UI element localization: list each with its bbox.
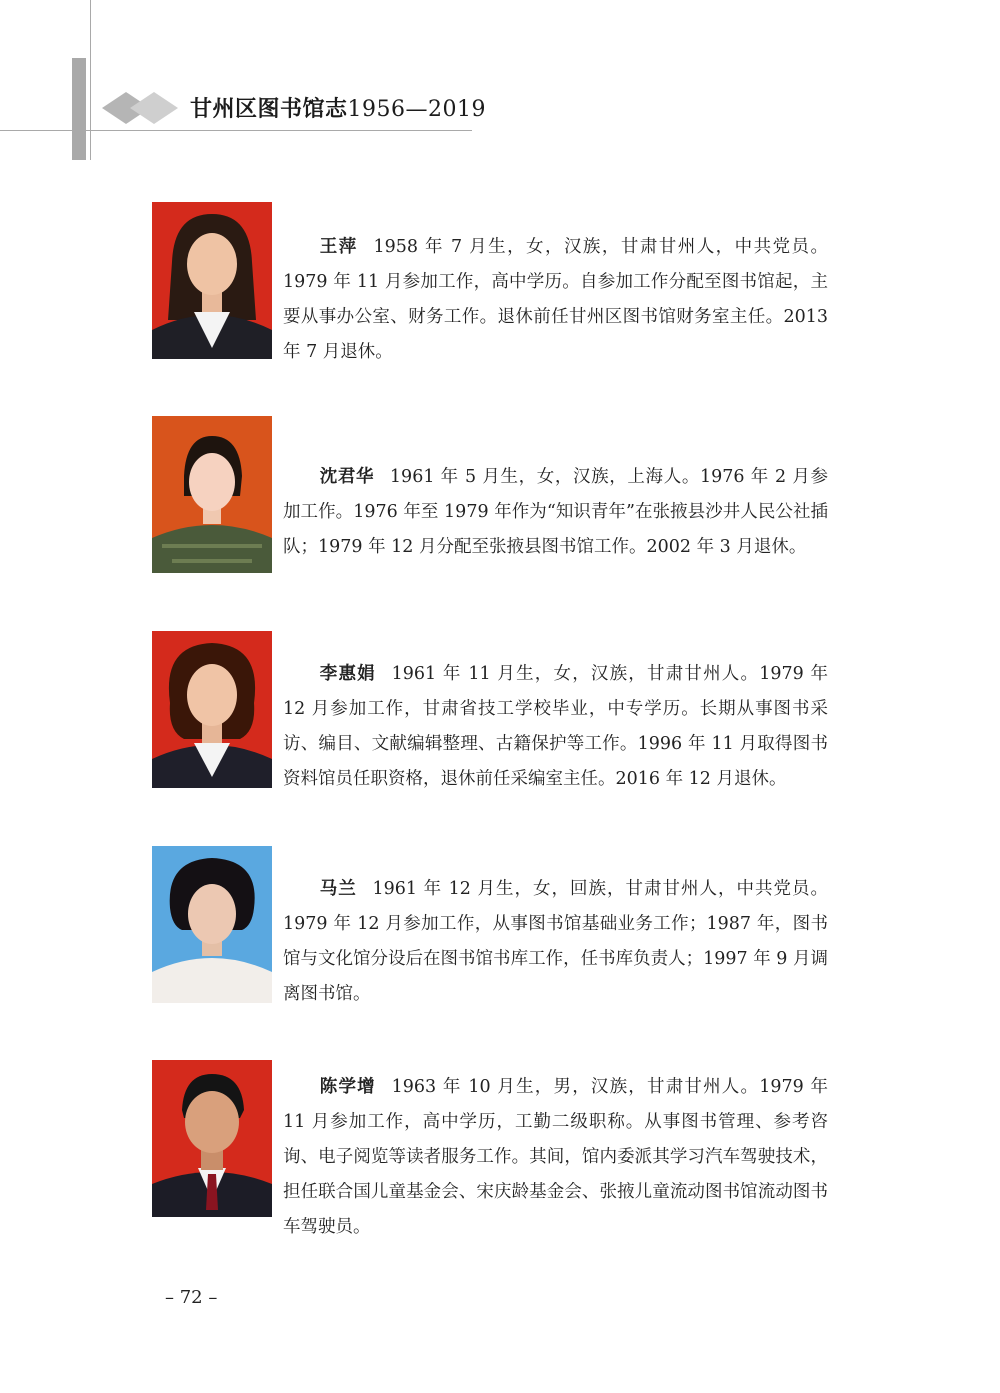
person-name: 陈学增	[319, 1076, 376, 1097]
person-name: 沈君华	[319, 466, 375, 487]
portrait-photo	[152, 202, 272, 359]
biography-text	[283, 1070, 828, 1245]
header-title	[190, 94, 486, 124]
person-details: 1961 年 5 月生，女，汉族，上海人。1976 年 2 月参加工作。1976 年至 1979 年作为“知识青年”在张掖县沙井人民公社插队；1979 年 12 月分配至张掖县图书馆工作。2002 年 3 月退休。	[283, 466, 829, 557]
biography-text	[283, 872, 828, 1012]
person-details: 1963 年 10 月生，男，汉族，甘肃甘州人。1979 年 11 月参加工作，高中学历，工勤二级职称。从事图书管理、参考咨询、电子阅览等读者服务工作。其间，馆内委派其学习汽车驾驶技术，担任联合国儿童基金会、宋庆龄基金会、张掖儿童流动图书馆流动图书车驾驶员。	[283, 1076, 829, 1237]
biography-text	[283, 230, 828, 370]
person-details: 1961 年 11 月生，女，汉族，甘肃甘州人。1979 年 12 月参加工作，甘肃省技工学校毕业，中专学历。长期从事图书采访、编目、文献编辑整理、古籍保护等工作。1996 年 11 月取得图书资料馆员任职资格，退休前任采编室主任。2016 年 12 月退休。	[283, 663, 829, 789]
header-rule-vertical-thin	[90, 0, 91, 160]
person-name: 李惠娟	[319, 663, 376, 684]
portrait-photo	[152, 416, 272, 573]
portrait-photo	[152, 631, 272, 788]
person-details: 1958 年 7 月生，女，汉族，甘肃甘州人，中共党员。1979 年 11 月参加工作，高中学历。自参加工作分配至图书馆起，主要从事办公室、财务工作。退休前任甘州区图书馆财务室主任。2013 年 7 月退休。	[283, 236, 829, 362]
portrait-photo	[152, 846, 272, 1003]
header-rule-vertical-bar	[72, 58, 86, 160]
header-diamond-ornament	[100, 90, 182, 126]
page-number: – 72 –	[165, 1287, 218, 1308]
biography-text	[283, 460, 828, 565]
person-name: 王萍	[319, 236, 358, 257]
header-title-text: 甘州区图书馆志	[190, 96, 348, 122]
header-rule-horizontal	[0, 130, 472, 131]
person-name: 马兰	[319, 878, 357, 899]
biography-text	[283, 657, 828, 797]
header-title-years: 1956—2019	[347, 97, 486, 122]
portrait-photo	[152, 1060, 272, 1217]
person-details: 1961 年 12 月生，女，回族，甘肃甘州人，中共党员。1979 年 12 月参加工作，从事图书馆基础业务工作；1987 年，图书馆与文化馆分设后在图书馆书库工作，任书库负责人；1997 年 9 月调离图书馆。	[283, 878, 828, 1004]
